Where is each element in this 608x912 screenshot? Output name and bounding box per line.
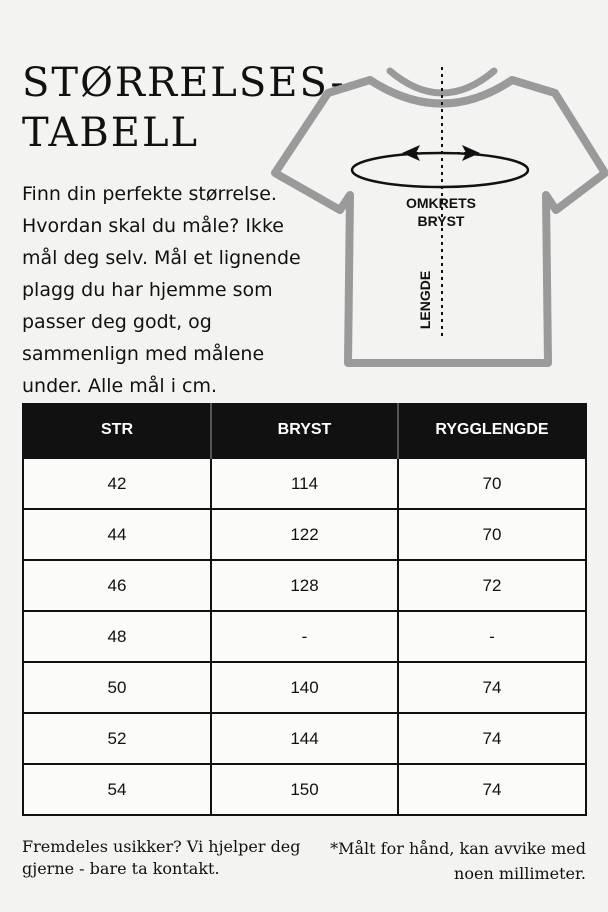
intro-text: Finn din perfekte størrelse. Hvordan skal du måle? Ikke mål deg selv. Mål et lignende plagg du har hjemme som passer deg godt, og sammenlign med målene under. Alle mål i cm. [22, 183, 301, 397]
header-rygglengde: RYGGLENGDE [398, 403, 586, 458]
size-table [22, 403, 587, 816]
table-row [23, 509, 586, 560]
table-row [23, 764, 586, 815]
table-row [23, 662, 586, 713]
cell-chest: - [211, 611, 398, 662]
chest-label-line-1: OMKRETS [406, 195, 476, 211]
cell-length: 70 [398, 458, 586, 509]
cell-length: 72 [398, 560, 586, 611]
header-bryst: BRYST [211, 403, 398, 458]
cell-size: 44 [23, 509, 211, 560]
cell-chest: 150 [211, 764, 398, 815]
cell-chest: 128 [211, 560, 398, 611]
chest-ellipse [352, 153, 528, 187]
table-header-row [23, 403, 586, 458]
tshirt-diagram [270, 55, 608, 375]
title-line-2: TABELL [22, 110, 200, 156]
table-row [23, 560, 586, 611]
cell-length: 74 [398, 713, 586, 764]
cell-chest: 114 [211, 458, 398, 509]
cell-length: - [398, 611, 586, 662]
cell-length: 70 [398, 509, 586, 560]
cell-size: 52 [23, 713, 211, 764]
title-line-1: STØRRELSES- [22, 60, 346, 106]
footer-disclaimer: *Målt for hånd, kan avvike med noen millimeter. [330, 839, 586, 883]
cell-size: 46 [23, 560, 211, 611]
cell-chest: 122 [211, 509, 398, 560]
cell-size: 50 [23, 662, 211, 713]
cell-length: 74 [398, 764, 586, 815]
table-row [23, 611, 586, 662]
table-row [23, 713, 586, 764]
cell-length: 74 [398, 662, 586, 713]
cell-chest: 140 [211, 662, 398, 713]
length-label: LENGDE [417, 270, 433, 330]
cell-chest: 144 [211, 713, 398, 764]
footer-help-text: Fremdeles usikker? Vi hjelper deg gjerne - bare ta kontakt. [22, 837, 301, 878]
cell-size: 42 [23, 458, 211, 509]
cell-size: 54 [23, 764, 211, 815]
chest-label-line-2: BRYST [417, 213, 465, 229]
header-str: STR [23, 403, 211, 458]
table-row [23, 458, 586, 509]
cell-size: 48 [23, 611, 211, 662]
